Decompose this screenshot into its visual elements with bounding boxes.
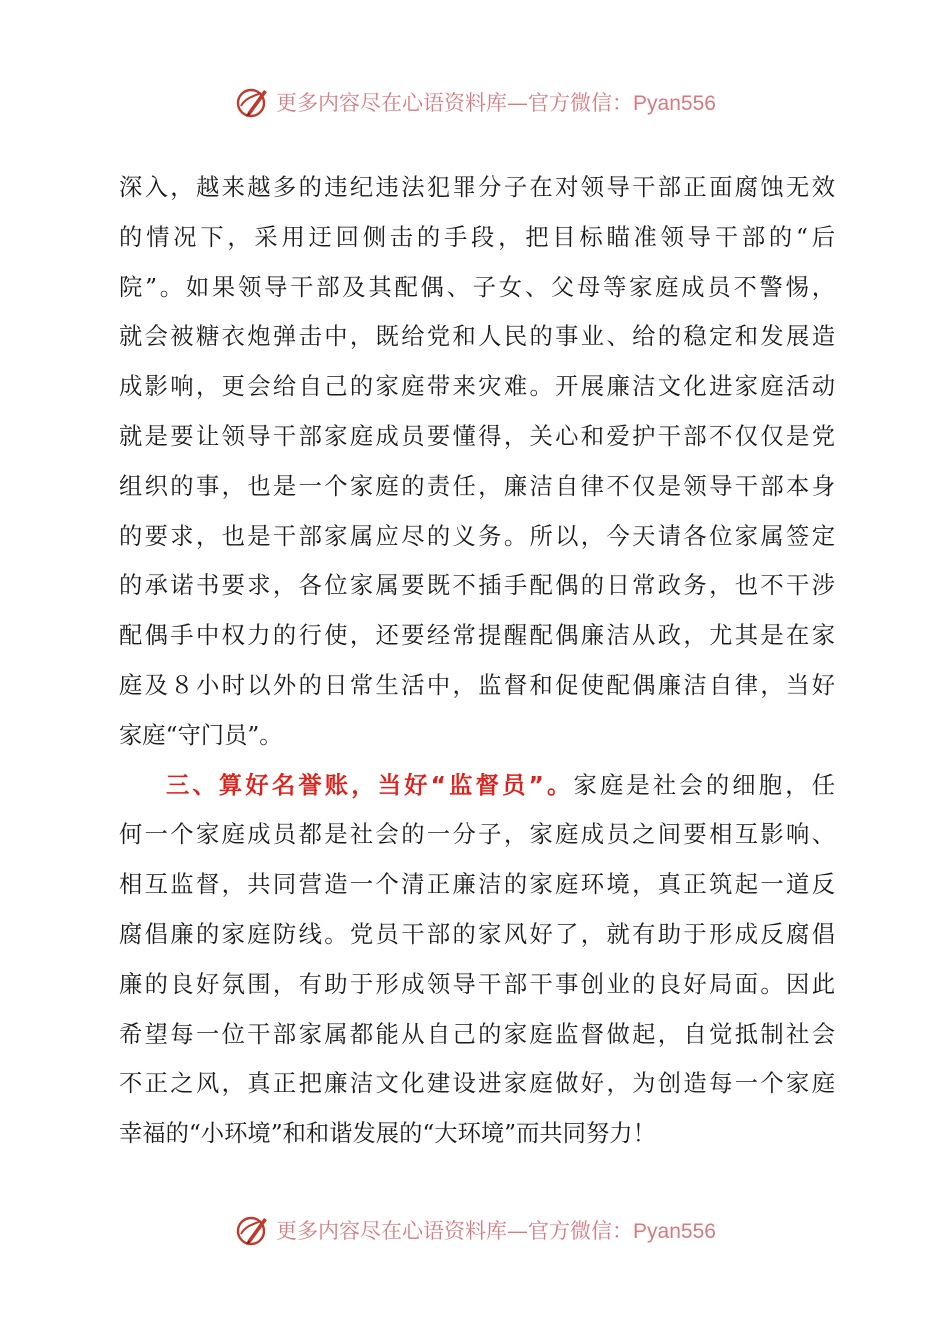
text-line: 家庭“守门员”。 [119, 721, 283, 749]
text-line: 的情况下，采用迂回侧击的手段，把目标瞄准领导干部的“后 [119, 223, 835, 251]
text-line: 院”。如果领导干部及其配偶、子女、父母等家庭成员不警惕， [119, 273, 835, 301]
text-line: 何一个家庭成员都是社会的一分子，家庭成员之间要相互影响、 [119, 821, 835, 849]
section-first-line: 三、算好名誉账，当好“监督员”。家庭是社会的细胞，任 [166, 771, 835, 799]
text-line: 希望每一位干部家属都能从自己的家庭监督做起，自觉抵制社会 [119, 1020, 835, 1048]
text-line: 幸福的“小环境”和和谐发展的“大环境”而共同努力！ [119, 1120, 656, 1148]
text-line: 不正之风，真正把廉洁文化建设进家庭做好，为创造每一个家庭 [119, 1070, 835, 1098]
pen-logo-icon [234, 1212, 270, 1248]
text-line: 成影响，更会给自己的家庭带来灾难。开展廉洁文化进家庭活动 [119, 373, 835, 401]
text-line: 相互监督，共同营造一个清正廉洁的家庭环境，真正筑起一道反 [119, 871, 835, 899]
text-line: 深入，越来越多的违纪违法犯罪分子在对领导干部正面腐蚀无效 [119, 174, 835, 201]
text-line: 的要求，也是干部家属应尽的义务。所以，今天请各位家属签定 [119, 522, 835, 550]
text-line: 庭及８小时以外的日常生活中，监督和促使配偶廉洁自律，当好 [119, 671, 835, 699]
text-line: 组织的事，也是一个家庭的责任，廉洁自律不仅是领导干部本身 [119, 472, 835, 500]
text-line: 的承诺书要求，各位家属要既不插手配偶的日常政务，也不干涉 [119, 572, 835, 600]
text-line: 配偶手中权力的行使，还要经常提醒配偶廉洁从政，尤其是在家 [119, 622, 835, 650]
pen-logo-icon [234, 84, 270, 120]
banner-label: 更多内容尽在心语资料库—官方微信：Pyan556 [276, 91, 716, 115]
banner-label: 更多内容尽在心语资料库—官方微信：Pyan556 [276, 1219, 716, 1243]
text-line: 就是要让领导干部家庭成员要懂得，关心和爱护干部不仅仅是党 [119, 422, 835, 450]
text-line: 廉的良好氛围，有助于形成领导干部干事创业的良好局面。因此 [119, 970, 835, 998]
footer-banner [0, 1210, 950, 1250]
wechat-id: Pyan556 [633, 1220, 716, 1243]
text-line: 就会被糖衣炮弹击中，既给党和人民的事业、给的稳定和发展造 [119, 323, 835, 351]
header-banner [0, 82, 950, 122]
section-heading: 三、算好名誉账，当好“监督员”。 [166, 771, 574, 799]
wechat-id: Pyan556 [633, 92, 716, 115]
body-text [119, 163, 835, 1159]
text-line: 腐倡廉的家庭防线。党员干部的家风好了，就有助于形成反腐倡 [119, 920, 835, 948]
